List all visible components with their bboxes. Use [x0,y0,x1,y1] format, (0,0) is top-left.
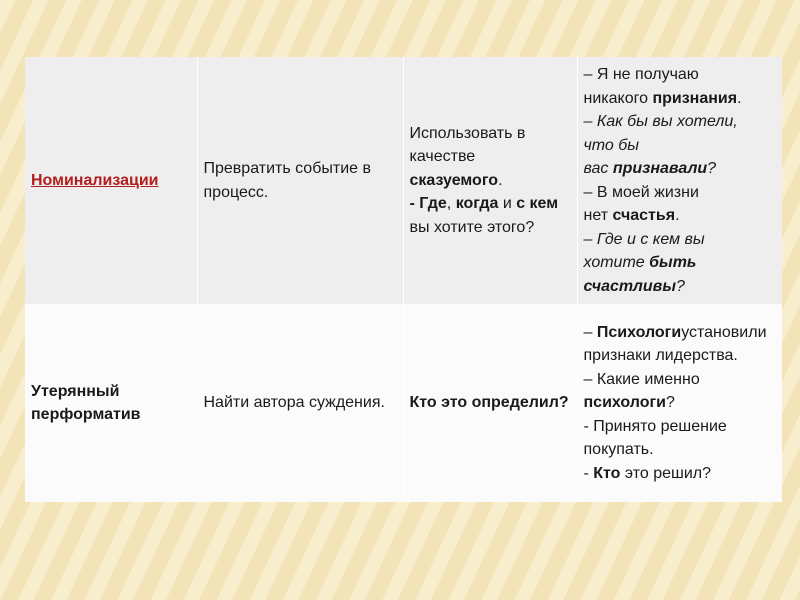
example-cell: – Я не получаю никакого признания. – Как бы вы хотели, что бы вас признавали? – В моей жизни нет счастья. – Где и с кем вы хотите быть счастливы? [577,57,782,304]
description-cell: Найти автора суждения. [197,304,403,502]
term-cell: Утерянный перформатив [25,304,197,502]
term-link[interactable]: Номинализации [31,171,159,189]
question-cell: Использовать в качестве сказуемого. - Где, когда и с кем вы хотите этого? [403,57,577,304]
description-cell: Превратить событие в процесс. [197,57,403,304]
table-row [25,304,782,502]
comparison-table [25,57,782,502]
question-cell: Кто это определил? [403,304,577,502]
table-row [25,57,782,304]
example-cell: – Психологиустановили признаки лидерства. – Какие именно психологи? - Принято решение покупать. - Кто это решил? [577,304,782,502]
term-cell [25,57,197,304]
